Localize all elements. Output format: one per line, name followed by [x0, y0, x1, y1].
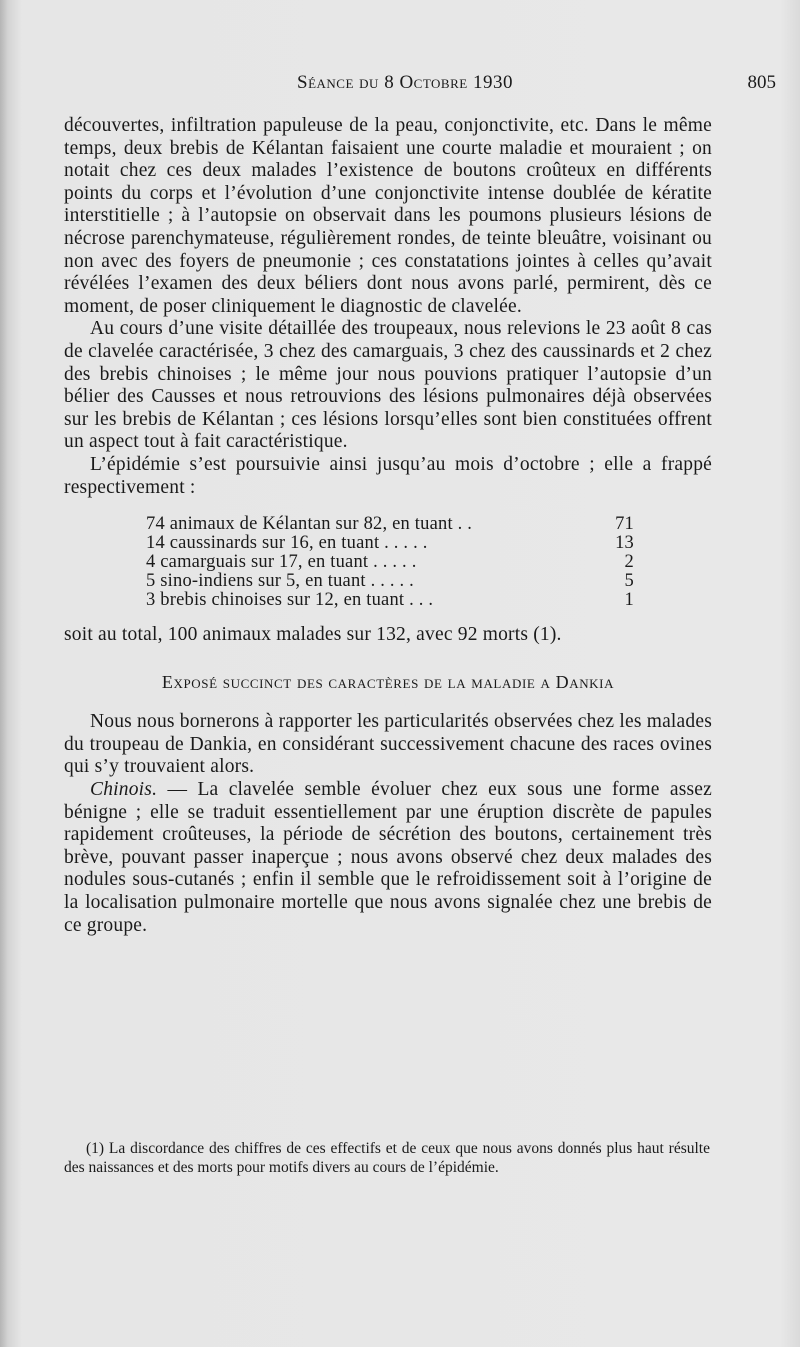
list-item-value: 1	[624, 590, 634, 611]
footnote	[64, 1140, 710, 1177]
list-item	[146, 515, 634, 534]
paragraph-epidemic: L’épidémie s’est poursuivie ainsi jusqu’au mois d’octobre ; elle a frappé respectivement :	[64, 453, 712, 498]
running-head	[60, 72, 800, 100]
list-item-value: 2	[624, 552, 634, 573]
list-item-label: 4 camarguais sur 17, en tuant . . . . .	[146, 552, 417, 573]
paragraph-intro: Nous nous bornerons à rapporter les particularités observées chez les malades du troupeau de Dankia, en considérant successivement chacune des races ovines qui s’y trouvaient alors.	[64, 711, 712, 778]
list-item	[146, 591, 634, 610]
casualty-list	[64, 515, 712, 610]
footnote-text: (1) La discordance des chiffres de ces effectifs et de ceux que nous avons donnés plus haut résulte des naissances et des morts pour motifs divers au cours de l’épidémie.	[64, 1140, 710, 1176]
list-item	[146, 572, 634, 591]
list-item	[146, 534, 634, 553]
paragraph-chinois	[64, 779, 712, 937]
list-item-label: 14 caussinards sur 16, en tuant . . . . .	[146, 533, 428, 554]
list-item-value: 71	[615, 514, 634, 535]
list-item-label: 3 brebis chinoises sur 12, en tuant . . .	[146, 590, 434, 611]
paragraph-visit: Au cours d’une visite détaillée des troupeaux, nous relevions le 23 août 8 cas de clavelée caractérisée, 3 chez des camarguais, 3 chez des caussinards et 2 chez des brebis chinoises ; le même jour nous pouvions pratiquer l’autopsie d’un bélier des Causses et nous retrouvions des lésions pulmonaires déjà observées sur les brebis de Kélantan ; ces lésions lorsqu’elles sont bien constituées offrent un aspect tout à fait caractéristique.	[64, 318, 712, 453]
paragraph-body: — La clavelée semble évoluer chez eux sous une forme assez bénigne ; elle se traduit essentiellement par une éruption discrète de papules rapidement croûteuses, la période de sécrétion des boutons, certainement très brève, pouvant passer inaperçue ; nous avons observé chez deux malades des nodules sous-cutanés ; enfin il semble que le refroidissement soit à l’origine de la localisation pulmonaire mortelle que nous avons signalée chez une brebis de ce groupe.	[64, 779, 712, 936]
list-item	[146, 553, 634, 572]
body-text	[64, 115, 712, 937]
list-item-label: 5 sino-indiens sur 5, en tuant . . . . .	[146, 571, 415, 592]
paragraph-lead: Chinois.	[90, 779, 158, 801]
page-number: 805	[747, 72, 776, 93]
list-item-value: 5	[624, 571, 634, 592]
list-item-value: 13	[615, 533, 634, 554]
running-title: Séance du 8 Octobre 1930	[297, 72, 513, 93]
section-heading: Exposé succinct des caractères de la maladie a Dankia	[161, 671, 615, 692]
paragraph-total: soit au total, 100 animaux malades sur 132, avec 92 morts (1).	[64, 624, 562, 646]
list-item-label: 74 animaux de Kélantan sur 82, en tuant . .	[146, 514, 473, 535]
paragraph-continuation: découvertes, infiltration papuleuse de la peau, conjonctivite, etc. Dans le même temps, deux brebis de Kélantan faisaient une courte maladie et mouraient ; on notait chez ces deux malades l’existence de boutons croûteux en différents points du corps et l’évolution d’une conjonctivite intense doublée de kératite interstitielle ; à l’autopsie on observait dans les poumons plusieurs lésions de nécrose parenchymateuse, régulièrement rondes, de teinte bleuâtre, voisinant ou non avec des foyers de pneumonie ; ces constatations jointes à celles qu’avait révélées l’examen des deux béliers dont nous avons parlé, permirent, dès ce moment, de poser cliniquement le diagnostic de clavelée.	[64, 115, 712, 317]
